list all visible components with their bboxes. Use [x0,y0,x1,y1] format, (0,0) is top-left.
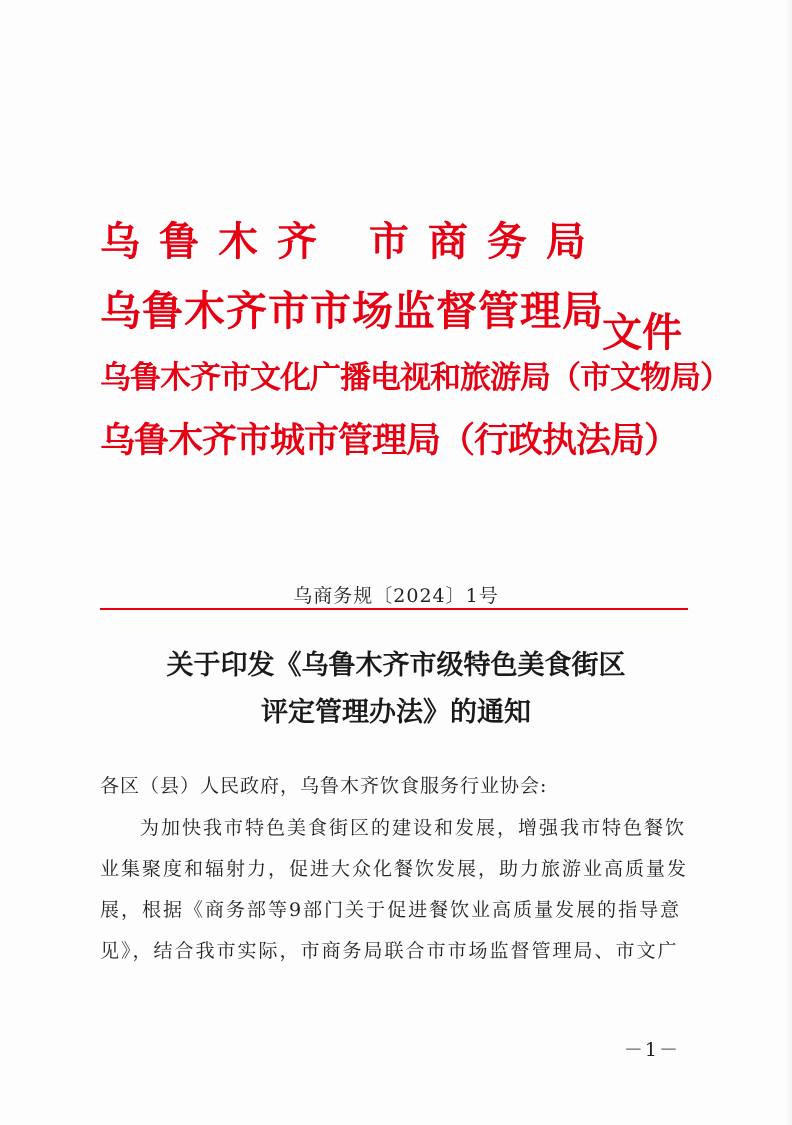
agency-culture-tourism-bureau: 乌鲁木齐市文化广播电视和旅游局（市文物局） [100,360,730,396]
red-divider-line [100,608,688,610]
paragraph-line: 业集聚度和辐射力，促进大众化餐饮发展，助力旅游业高质量发 [100,858,689,880]
agency-commerce-bureau: 乌鲁木齐 市商务局 [100,219,605,265]
page-number: －1－ [623,1039,680,1061]
paragraph-line: 为加快我市特色美食街区的建设和发展，增强我市特色餐饮 [140,817,687,839]
paragraph-line: 见》，结合我市实际，市商务局联合市市场监督管理局、市文广 [100,940,679,962]
agency-urban-management-bureau: 乌鲁木齐市城市管理局（行政执法局） [100,421,679,461]
notice-title-line-1: 关于印发《乌鲁木齐市级特色美食街区 [166,650,626,681]
salutation: 各区（县）人民政府，乌鲁木齐饮食服务行业协会: [100,775,548,797]
document-word: 文件 [602,310,682,356]
paragraph-line: 展，根据《商务部等9部门关于促进餐饮业高质量发展的指导意 [100,899,682,921]
document-number: 乌商务规〔2024〕1号 [293,585,499,607]
page-edge-shadow [784,0,792,1125]
agency-market-supervision-bureau: 乌鲁木齐市市场监督管理局 [100,287,604,335]
notice-title-line-2: 评定管理办法》的通知 [261,697,531,728]
